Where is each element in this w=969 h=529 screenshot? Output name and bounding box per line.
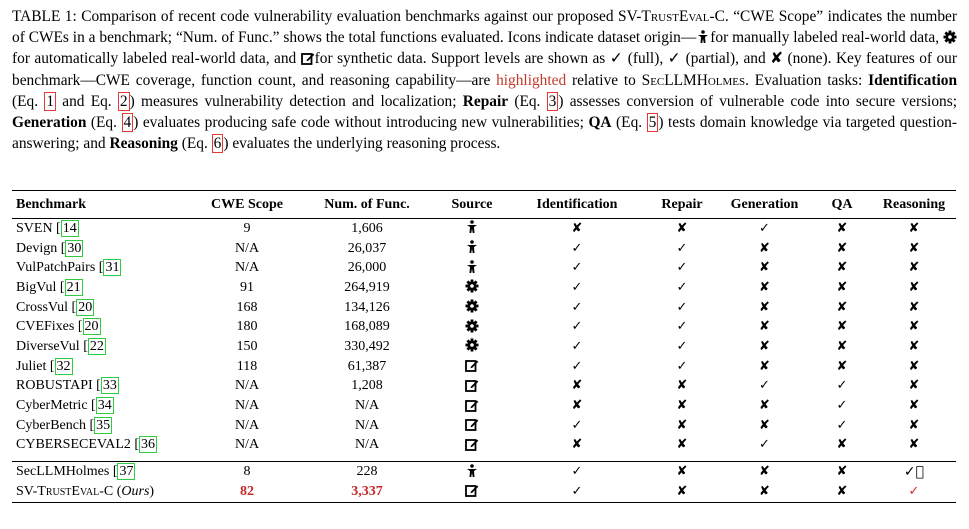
edit-icon xyxy=(465,398,479,412)
benchmark-name: CyberBench [ 35 xyxy=(16,417,111,433)
func-cell: 61,387 xyxy=(347,358,387,374)
identification-cell xyxy=(507,416,647,436)
edit-icon xyxy=(465,378,479,392)
cwe-cell: N/A xyxy=(234,437,260,453)
check-icon: ✓ xyxy=(836,378,848,394)
caption-text: for synthetic data. Support levels are shown as ✓ (full), ✓ (partial), and ✘ (none). Key features of our benchmark—CWE coverage, function count, and reasoning capability—are xyxy=(12,50,957,89)
qa-cell xyxy=(812,436,872,456)
cross-icon: ✘ xyxy=(908,398,920,414)
task-identification: Identification xyxy=(868,71,958,89)
partial-check-icon: ✓⃝ xyxy=(903,463,925,480)
citation-link[interactable]: 35 xyxy=(96,417,111,433)
identification-cell xyxy=(507,482,647,502)
caption-text: (Eq. xyxy=(611,114,647,132)
check-icon: ✓ xyxy=(908,483,920,499)
qa-cell xyxy=(812,258,872,278)
cross-icon: ✘ xyxy=(676,437,688,453)
func-cell: 26,000 xyxy=(347,260,387,276)
cross-icon: ✘ xyxy=(759,279,770,295)
table-row xyxy=(12,317,956,337)
func-cell: 3,337 xyxy=(297,482,437,502)
cross-icon: ✘ xyxy=(759,319,770,335)
repair-cell xyxy=(647,278,717,298)
source-cell xyxy=(437,317,507,337)
table-row xyxy=(12,258,956,278)
check-icon: ✓ xyxy=(676,240,688,256)
generation-cell xyxy=(717,219,812,239)
cwe-cell: 180 xyxy=(236,319,258,335)
func-cell: N/A xyxy=(354,417,380,433)
cwe-cell: N/A xyxy=(234,398,260,414)
check-icon: ✓ xyxy=(676,299,688,315)
source-cell xyxy=(437,278,507,298)
col-header: Identification xyxy=(536,196,618,212)
reasoning-cell xyxy=(872,416,956,436)
cross-icon: ✘ xyxy=(908,358,920,374)
gear-icon xyxy=(465,338,479,352)
task-generation: Generation xyxy=(12,114,87,132)
generation-cell xyxy=(717,258,812,278)
generation-cell xyxy=(717,462,812,482)
reasoning-cell xyxy=(872,377,956,397)
repair-cell xyxy=(647,396,717,416)
func-cell: 168,089 xyxy=(344,319,390,335)
generation-cell xyxy=(717,482,812,502)
generation-cell xyxy=(717,317,812,337)
identification-cell xyxy=(507,278,647,298)
cross-icon: ✘ xyxy=(571,398,583,414)
repair-cell xyxy=(647,436,717,456)
benchmark-name: Devign [ 30 xyxy=(16,240,82,256)
table-row xyxy=(12,357,956,377)
identification-cell xyxy=(507,357,647,377)
cross-icon: ✘ xyxy=(676,417,688,433)
source-cell xyxy=(437,462,507,482)
equation-link[interactable]: 4 xyxy=(123,114,132,132)
equation-link[interactable]: 1 xyxy=(46,92,55,110)
citation-link[interactable]: 34 xyxy=(97,398,112,414)
table-row-ours xyxy=(12,482,956,502)
identification-cell xyxy=(507,258,647,278)
cross-icon: ✘ xyxy=(908,417,920,433)
citation-link[interactable]: 30 xyxy=(67,240,82,256)
cross-icon: ✘ xyxy=(676,378,688,394)
check-icon: ✓ xyxy=(836,417,848,433)
repair-cell xyxy=(647,377,717,397)
col-header: QA xyxy=(831,196,853,212)
reasoning-cell xyxy=(872,396,956,416)
source-cell xyxy=(437,396,507,416)
cross-icon: ✘ xyxy=(836,220,848,236)
caption-highlight: highlighted xyxy=(496,71,567,89)
generation-cell xyxy=(717,396,812,416)
caption-text: relative to xyxy=(566,71,642,89)
source-cell xyxy=(437,377,507,397)
cross-icon: ✘ xyxy=(908,378,920,394)
col-header: Reasoning xyxy=(882,196,946,212)
citation-link[interactable]: 22 xyxy=(89,338,104,354)
qa-cell xyxy=(812,396,872,416)
caption-text: ) assesses conversion of vulnerable code into secure versions; xyxy=(558,92,957,110)
check-icon: ✓ xyxy=(676,338,688,354)
qa-cell xyxy=(812,239,872,259)
person-icon xyxy=(696,30,710,44)
qa-cell xyxy=(812,337,872,357)
caption-text: TABLE 1: Comparison of recent code vulnerability evaluation benchmarks against our proposed SV- xyxy=(12,8,642,25)
reasoning-cell xyxy=(872,278,956,298)
table-row xyxy=(12,337,956,357)
identification-cell xyxy=(507,219,647,239)
edit-icon xyxy=(465,417,479,431)
caption-text: . Evaluation tasks: xyxy=(745,71,869,89)
check-icon: ✓ xyxy=(836,398,848,414)
repair-cell xyxy=(647,337,717,357)
func-cell: N/A xyxy=(354,437,380,453)
cross-icon: ✘ xyxy=(908,240,920,256)
edit-icon xyxy=(301,51,315,65)
col-header: Generation xyxy=(730,196,799,212)
cross-icon: ✘ xyxy=(836,464,848,480)
cross-icon: ✘ xyxy=(836,240,848,256)
source-cell xyxy=(437,239,507,259)
check-icon: ✓ xyxy=(759,378,770,394)
caption-text: for automatically labeled real-world data, and xyxy=(12,50,301,68)
generation-cell xyxy=(717,357,812,377)
table-row xyxy=(12,298,956,318)
cwe-cell: 168 xyxy=(236,299,258,315)
caption-text: (Eq. xyxy=(508,92,547,110)
cwe-cell: N/A xyxy=(234,417,260,433)
cwe-cell: 9 xyxy=(243,220,251,236)
qa-cell xyxy=(812,482,872,502)
source-cell xyxy=(437,436,507,456)
benchmark-name: CVEFixes [ 20 xyxy=(16,319,99,335)
reasoning-cell xyxy=(872,298,956,318)
equation-link[interactable]: 3 xyxy=(548,92,557,110)
table-row xyxy=(12,239,956,259)
caption-text: ) tests domain knowledge via targeted question-answering; and xyxy=(12,114,957,153)
reasoning-cell xyxy=(872,482,956,502)
check-icon: ✓ xyxy=(571,464,583,480)
cwe-cell: 118 xyxy=(236,358,258,374)
benchmark-name: DiverseVul [ 22 xyxy=(16,338,104,354)
benchmark-name: Juliet [ 32 xyxy=(16,358,71,374)
equation-link[interactable]: 5 xyxy=(648,114,657,132)
source-cell xyxy=(437,298,507,318)
source-cell xyxy=(437,258,507,278)
cwe-cell: 91 xyxy=(240,279,254,295)
check-icon: ✓ xyxy=(571,483,583,499)
reasoning-cell xyxy=(872,258,956,278)
benchmark-name: VulPatchPairs [ 31 xyxy=(16,260,120,276)
func-cell: 134,126 xyxy=(344,299,390,315)
caption-text: for manually labeled real-world data, xyxy=(710,29,943,47)
func-cell: 1,208 xyxy=(351,378,383,394)
cross-icon: ✘ xyxy=(836,358,848,374)
reasoning-cell xyxy=(872,317,956,337)
check-icon: ✓ xyxy=(571,358,583,374)
qa-cell xyxy=(812,278,872,298)
cross-icon: ✘ xyxy=(908,338,920,354)
person-icon xyxy=(465,240,479,254)
func-cell: 26,037 xyxy=(347,240,387,256)
repair-cell xyxy=(647,357,717,377)
cross-icon: ✘ xyxy=(908,279,920,295)
person-icon xyxy=(465,464,479,478)
col-header: Source xyxy=(451,196,493,212)
generation-cell xyxy=(717,377,812,397)
cross-icon: ✘ xyxy=(908,437,920,453)
cross-icon: ✘ xyxy=(676,220,688,236)
table-row xyxy=(12,396,956,416)
cross-icon: ✘ xyxy=(759,483,770,499)
cross-icon: ✘ xyxy=(676,464,688,480)
col-header: Benchmark xyxy=(16,196,86,212)
cross-icon: ✘ xyxy=(908,220,920,236)
edit-icon xyxy=(465,437,479,451)
citation-link[interactable]: 33 xyxy=(102,378,117,394)
caption-text: -C. “CWE Scope” indicates the number of CWEs in a benchmark; “Num. of Func.” shows the total functions evaluated. Icons indicate dataset origin— xyxy=(12,8,957,47)
check-icon: ✓ xyxy=(676,319,688,335)
reasoning-cell xyxy=(872,219,956,239)
check-icon: ✓ xyxy=(571,299,583,315)
check-icon: ✓ xyxy=(571,338,583,354)
gear-icon xyxy=(943,30,957,44)
gear-icon xyxy=(465,319,479,333)
citation-link[interactable]: 36 xyxy=(141,437,156,453)
col-header: Num. of Func. xyxy=(324,196,410,212)
qa-cell xyxy=(812,317,872,337)
table-row xyxy=(12,436,956,456)
caption-brand: SecLLMHolmes xyxy=(641,71,746,89)
citation-link[interactable]: 14 xyxy=(62,220,77,236)
reasoning-cell xyxy=(872,239,956,259)
cross-icon: ✘ xyxy=(836,338,848,354)
check-icon: ✓ xyxy=(676,260,688,276)
reasoning-cell xyxy=(872,337,956,357)
benchmark-name: CrossVul [ 20 xyxy=(16,299,93,315)
check-icon: ✓ xyxy=(571,260,583,276)
cross-icon: ✘ xyxy=(836,279,848,295)
cross-icon: ✘ xyxy=(836,319,848,335)
cross-icon: ✘ xyxy=(759,338,770,354)
benchmark-table xyxy=(12,190,956,503)
generation-cell xyxy=(717,416,812,436)
caption-text: ) evaluates producing safe code without introducing new vulnerabilities; xyxy=(133,114,589,132)
qa-cell xyxy=(812,462,872,482)
check-icon: ✓ xyxy=(571,319,583,335)
cwe-cell: 8 xyxy=(197,462,297,482)
qa-cell xyxy=(812,219,872,239)
generation-cell xyxy=(717,436,812,456)
edit-icon xyxy=(465,358,479,372)
check-icon: ✓ xyxy=(571,417,583,433)
caption-brand: TrustEval xyxy=(641,8,710,25)
qa-cell xyxy=(812,298,872,318)
table-row xyxy=(12,219,956,239)
func-cell: N/A xyxy=(354,398,380,414)
generation-cell xyxy=(717,298,812,318)
generation-cell xyxy=(717,239,812,259)
reasoning-cell xyxy=(872,357,956,377)
cross-icon: ✘ xyxy=(759,464,770,480)
table-row xyxy=(12,278,956,298)
generation-cell xyxy=(717,278,812,298)
edit-icon xyxy=(465,483,479,497)
benchmark-name: CyberMetric [ 34 xyxy=(16,398,112,414)
benchmark-name: SV-TrustEval-C (Ours) xyxy=(12,482,197,502)
reasoning-cell xyxy=(872,436,956,456)
check-icon: ✓ xyxy=(571,240,583,256)
cross-icon: ✘ xyxy=(759,299,770,315)
reasoning-cell xyxy=(872,462,956,482)
identification-cell xyxy=(507,462,647,482)
benchmark-name: BigVul [ 21 xyxy=(16,279,81,295)
cross-icon: ✘ xyxy=(836,437,848,453)
cross-icon: ✘ xyxy=(759,417,770,433)
cwe-cell: N/A xyxy=(234,260,260,276)
equation-link[interactable]: 6 xyxy=(213,135,222,153)
cross-icon: ✘ xyxy=(571,220,583,236)
caption-text: ) measures vulnerability detection and localization; xyxy=(129,92,463,110)
cwe-cell: 82 xyxy=(197,482,297,502)
table-row xyxy=(12,377,956,397)
generation-cell xyxy=(717,337,812,357)
check-icon: ✓ xyxy=(571,279,583,295)
cross-icon: ✘ xyxy=(571,378,583,394)
citation-link[interactable]: 20 xyxy=(78,299,93,315)
func-cell: 1,606 xyxy=(351,220,383,236)
func-cell: 264,919 xyxy=(344,279,390,295)
identification-cell xyxy=(507,396,647,416)
repair-cell xyxy=(647,298,717,318)
cross-icon: ✘ xyxy=(571,437,583,453)
cross-icon: ✘ xyxy=(908,319,920,335)
cross-icon: ✘ xyxy=(676,398,688,414)
col-header: Repair xyxy=(661,196,703,212)
benchmark-name: SVEN [ 14 xyxy=(16,220,77,236)
repair-cell xyxy=(647,239,717,259)
cross-icon: ✘ xyxy=(836,299,848,315)
task-reasoning: Reasoning xyxy=(109,135,178,153)
person-icon xyxy=(465,260,479,274)
citation-link[interactable]: 37 xyxy=(119,464,134,480)
qa-cell xyxy=(812,416,872,436)
caption-text: (Eq. xyxy=(12,92,45,110)
repair-cell xyxy=(647,258,717,278)
cross-icon: ✘ xyxy=(908,299,920,315)
benchmark-name: SecLLMHolmes [ 37 xyxy=(12,462,197,482)
identification-cell xyxy=(507,239,647,259)
qa-cell xyxy=(812,377,872,397)
table-body xyxy=(12,219,956,503)
cross-icon: ✘ xyxy=(676,483,688,499)
source-cell xyxy=(437,357,507,377)
cwe-cell: N/A xyxy=(234,240,260,256)
task-qa: QA xyxy=(588,114,612,132)
cross-icon: ✘ xyxy=(759,358,770,374)
benchmark-name: CYBERSECEVAL2 [ 36 xyxy=(16,437,156,453)
cross-icon: ✘ xyxy=(759,260,770,276)
cross-icon: ✘ xyxy=(759,398,770,414)
cross-icon: ✘ xyxy=(908,260,920,276)
table-row xyxy=(12,462,956,482)
col-header: CWE Scope xyxy=(211,196,283,212)
table-header-row xyxy=(12,191,956,219)
equation-link[interactable]: 2 xyxy=(119,92,128,110)
identification-cell xyxy=(507,377,647,397)
check-icon: ✓ xyxy=(676,358,688,374)
cwe-cell: 150 xyxy=(236,338,258,354)
table-caption xyxy=(12,6,957,154)
identification-cell xyxy=(507,298,647,318)
identification-cell xyxy=(507,436,647,456)
repair-cell xyxy=(647,317,717,337)
source-cell xyxy=(437,337,507,357)
identification-cell xyxy=(507,337,647,357)
func-cell: 330,492 xyxy=(344,338,390,354)
cross-icon: ✘ xyxy=(836,260,848,276)
gear-icon xyxy=(465,279,479,293)
citation-link[interactable]: 32 xyxy=(56,358,71,374)
gear-icon xyxy=(465,299,479,313)
caption-text: and Eq. xyxy=(56,92,118,110)
repair-cell xyxy=(647,219,717,239)
task-repair: Repair xyxy=(462,92,509,110)
cross-icon: ✘ xyxy=(759,240,770,256)
repair-cell xyxy=(647,462,717,482)
table-row xyxy=(12,416,956,436)
caption-text: ) evaluates the underlying reasoning process. xyxy=(223,135,501,153)
identification-cell xyxy=(507,317,647,337)
benchmark-name: ROBUSTAPI [ 33 xyxy=(16,378,117,394)
caption-text: (Eq. xyxy=(177,135,212,153)
citation-link[interactable]: 31 xyxy=(105,260,120,276)
caption-text: (Eq. xyxy=(86,114,122,132)
func-cell: 228 xyxy=(297,462,437,482)
check-icon: ✓ xyxy=(676,279,688,295)
source-cell xyxy=(437,219,507,239)
repair-cell xyxy=(647,482,717,502)
source-cell xyxy=(437,482,507,502)
cwe-cell: N/A xyxy=(234,378,260,394)
check-icon: ✓ xyxy=(759,220,770,236)
qa-cell xyxy=(812,357,872,377)
cross-icon: ✘ xyxy=(836,483,848,499)
source-cell xyxy=(437,416,507,436)
check-icon: ✓ xyxy=(759,437,770,453)
repair-cell xyxy=(647,416,717,436)
person-icon xyxy=(465,220,479,234)
citation-link[interactable]: 21 xyxy=(66,279,81,295)
citation-link[interactable]: 20 xyxy=(84,319,99,335)
